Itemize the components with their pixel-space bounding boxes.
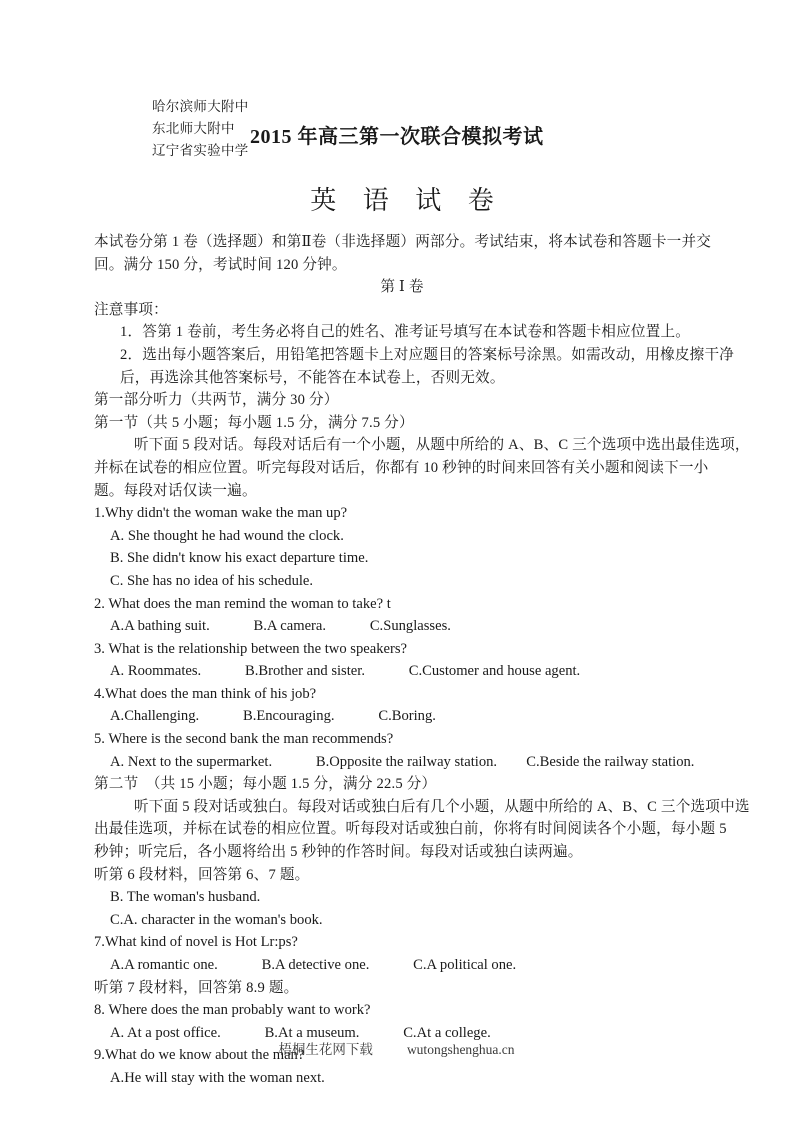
section-2-instruction-line-3: 秒钟；听完后，各小题将给出 5 秒钟的作答时间。每段对话或独白读两遍。 xyxy=(94,844,583,861)
school-name-3: 辽宁省实验中学 xyxy=(152,143,249,158)
school-name-1: 哈尔滨师大附中 xyxy=(152,99,249,114)
question-option: A.He will stay with the woman next. xyxy=(110,1069,325,1086)
intro-line-1: 本试卷分第 1 卷（选择题）和第Ⅱ卷（非选择题）两部分。考试结束，将本试卷和答题卡一并交 xyxy=(94,234,712,250)
section-1-instruction-line-2: 并标在试卷的相应位置。听完每段对话后，你都有 10 秒钟的时间来回答有关小题和阅读下一小 xyxy=(94,459,709,476)
school-names xyxy=(152,96,249,162)
part-1-section-2-heading: 第二节 （共 15 小题；每小题 1.5 分，满分 22.5 分） xyxy=(94,776,437,793)
question-option: C.A. character in the woman's book. xyxy=(110,911,323,928)
question-stem: 3. What is the relationship between the two speakers? xyxy=(94,640,407,657)
part-1-section-1-heading: 第一节（共 5 小题；每小题 1.5 分，满分 7.5 分） xyxy=(94,414,414,431)
section-1-instruction-line-3: 题。每段对话仅读一遍。 xyxy=(94,482,257,499)
masthead xyxy=(94,96,710,168)
footer-label: 梧桐生花网下载 xyxy=(278,1042,373,1057)
question-option: A.A romantic one. B.A detective one. C.A political one. xyxy=(110,957,517,973)
page-title: 英 语 试 卷 xyxy=(310,186,504,215)
question-option: A. Roommates. B.Brother and sister. C.Customer and house agent. xyxy=(110,663,581,680)
note-item-2-line-1: 2．选出每小题答案后，用铅笔把答题卡上对应题目的答案标号涂黑。如需改动，用橡皮擦干净 xyxy=(120,346,735,363)
exam-title: 2015 年高三第一次联合模拟考试 xyxy=(250,126,544,148)
question-option: A.Challenging. B.Encouraging. C.Boring. xyxy=(110,708,436,725)
section-label-volume-1: 第 Ⅰ 卷 xyxy=(380,279,424,296)
section-2-instruction-line-2: 出最佳选项，并标在试卷的相应位置。听每段对话或独白前，你将有时间阅读各个小题，每小题 5 xyxy=(94,821,727,838)
question-option: C. She has no idea of his schedule. xyxy=(110,572,314,589)
question-stem: 9.What do we know about the man? xyxy=(94,1047,305,1064)
question-option: A. At a post office. B.At a museum. C.At a college. xyxy=(110,1024,491,1041)
question-option: B. The woman's husband. xyxy=(110,889,261,906)
question-stem: 1.Why didn't the woman wake the man up? xyxy=(94,505,348,522)
note-item-2-line-2: 后，再选涂其他答案标号，不能答在本试卷上，否则无效。 xyxy=(120,369,505,386)
question-stem: 5. Where is the second bank the man recommends? xyxy=(94,731,394,748)
question-option: A.A bathing suit. B.A camera. C.Sunglasses. xyxy=(110,618,451,635)
question-stem: 8. Where does the man probably want to work? xyxy=(94,1002,371,1019)
question-option: B. She didn't know his exact departure time. xyxy=(110,550,369,567)
part-1-heading: 第一部分听力（共两节，满分 30 分） xyxy=(94,392,339,409)
page-footer xyxy=(0,1038,793,1058)
question-stem: 4.What does the man think of his job? xyxy=(94,685,317,702)
intro-line-2: 回。满分 150 分，考试时间 120 分钟。 xyxy=(94,256,347,273)
question-option: A. She thought he had wound the clock. xyxy=(110,527,344,544)
note-item-1: 1．答第 1 卷前，考生务必将自己的姓名、准考证号填写在本试卷和答题卡相应位置上。 xyxy=(120,324,691,341)
notes-label: 注意事项： xyxy=(94,301,168,318)
section-2-instruction-line-1: 听下面 5 段对话或独白。每段对话或独白后有几个小题，从题中所给的 A、B、C 三个选项中选 xyxy=(134,798,750,815)
document-content xyxy=(94,96,750,1090)
question-stem: 7.What kind of novel is Hot Lr:ps? xyxy=(94,934,298,951)
school-name-2: 东北师大附中 xyxy=(152,121,235,136)
footer-site-url: wutongshenghua.cn xyxy=(406,1042,515,1057)
question-stem: 2. What does the man remind the woman to take? t xyxy=(94,595,391,612)
material-7-label: 听第 7 段材料，回答第 8.9 题。 xyxy=(94,979,299,996)
material-6-label: 听第 6 段材料，回答第 6、7 题。 xyxy=(94,866,310,883)
question-option: A. Next to the supermarket. B.Opposite the railway station. C.Beside the railway station. xyxy=(110,753,695,770)
section-1-instruction-line-1: 听下面 5 段对话。每段对话后有一个小题，从题中所给的 A、B、C 三个选项中选出最佳选项， xyxy=(134,437,750,454)
